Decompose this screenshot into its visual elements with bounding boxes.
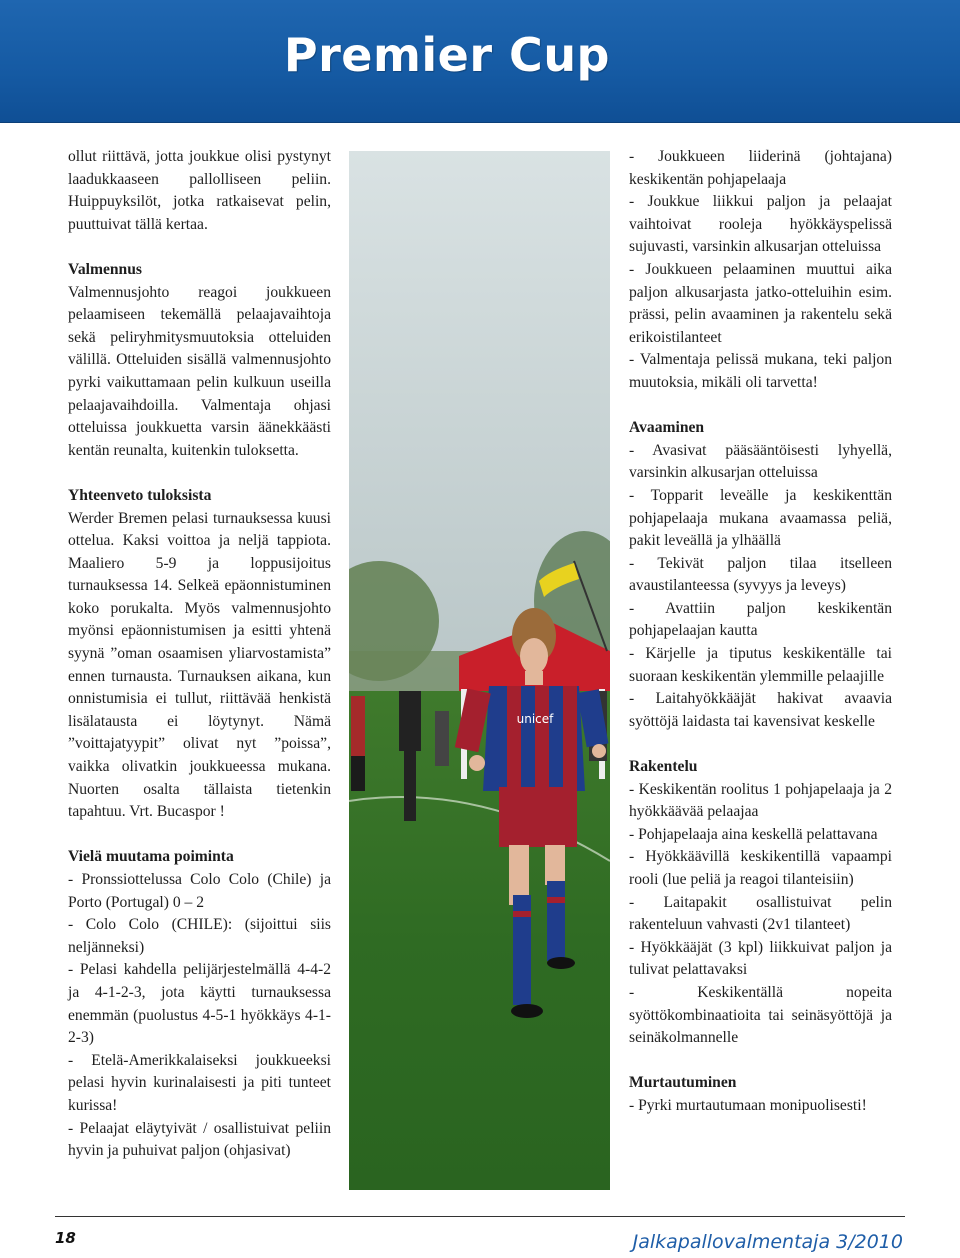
- list-item: - Colo Colo (CHILE): (sijoittui siis neljänneksi): [68, 916, 331, 956]
- heading-poiminta: Vielä muutama poiminta: [68, 848, 234, 866]
- list-item: - Pohjapelaaja aina keskellä pelattavana: [629, 825, 878, 843]
- list-item: - Joukkueen pelaaminen muuttui aika paljon alkusarjasta jatko-otteluihin esim. prässi, pelin avaaminen ja rakentelu sekä erikoistilanteet: [629, 260, 892, 346]
- heading-murtautuminen: Murtautuminen: [629, 1074, 737, 1092]
- spacer: [629, 1050, 892, 1073]
- list-item: - Etelä-Amerikkalaiseksi joukkueeksi pelasi hyvin kurinalaisesti ja piti tunteet kurissa!: [68, 1051, 331, 1114]
- paragraph-yhteenveto: Werder Bremen pelasi turnauksessa kuusi ottelua. Kaksi voittoa ja neljä tappiota. Maaliero 5-9 ja loppusijoitus turnauksessa 14. Selkeä epäonnistuminen koko porukalta. Myös valmennusjohto myönsi epäonnistumisen ja esitti yhtenä syynä ”oman osaamisen yliarvostamista” ennen turnausta. Turnauksen aikana, kun onnistumisia ei tullut, riittävää henkistä lisälatausta ei löytynyt. Nämä ”voittajatyypit” olivat nyt ”poissa”, vaikka olivatkin joukkueessa mukana. Nuorten osalta tällaista tietenkin tapahtuu. Vrt. Bucaspor !: [68, 509, 331, 821]
- list-item: - Keskikentällä nopeita syöttökombinaatioita tai seinäsyöttöjä ja seinäkolmannelle: [629, 983, 892, 1047]
- list-item: - Keskikentän roolitus 1 pohjapelaaja ja 2 hyökkäävää pelaajaa: [629, 780, 892, 821]
- spacer: [68, 824, 331, 847]
- list-item: - Laitahyökkääjät hakivat avaavia syöttöjä laidasta tai kavensivat keskelle: [629, 690, 892, 730]
- list-item: - Hyökkäävillä keskikentillä vapaampi rooli (lue peliä ja reagoi tilanteisiin): [629, 848, 892, 888]
- spacer: [629, 733, 892, 756]
- paragraph-intro: ollut riittävä, jotta joukkue olisi pystynyt laadukkaaseen pallolliseen peliin. Huippuyksilöt, jotka ratkaisevat pelin, puuttuivat tällä kertaa.: [68, 148, 331, 233]
- heading-yhteenveto: Yhteenveto tuloksista: [68, 486, 212, 504]
- heading-avaaminen: Avaaminen: [629, 419, 705, 437]
- list-item: - Pronssiottelussa Colo Colo (Chile) ja Porto (Portugal) 0 – 2: [68, 871, 331, 911]
- list-item: - Valmentaja pelissä mukana, teki paljon muutoksia, mikäli oli tarvetta!: [629, 351, 892, 391]
- heading-valmennus: Valmennus: [68, 260, 142, 278]
- magazine-name: Jalkapallovalmentaja 3/2010: [632, 1231, 903, 1253]
- footer-divider: [55, 1216, 905, 1217]
- list-item: - Avasivat pääsääntöisesti lyhyellä, varsinkin alkusarjan otteluissa: [629, 441, 892, 482]
- spacer: [68, 236, 331, 259]
- list-item: - Joukkueen liiderinä (johtajana) keskikentän pohjapelaaja: [629, 148, 892, 188]
- right-text-column: [629, 146, 892, 1118]
- list-item: - Joukkue liikkui paljon ja pelaajat vaihtoivat rooleja hyökkäyspelissä sujuvasti, varsinkin alkusarjan otteluissa: [629, 193, 892, 256]
- paragraph-valmennus: Valmennusjohto reagoi joukkueen pelaamiseen tekemällä pelaajavaihtoja sekä peliryhmitysmuutoksia otteluiden välillä. Otteluiden sisällä valmennusjohto pyrki vaikuttamaan pelin kulkuun useilla pelaajavaihdoilla. Valmentaja ohjasi otteluissa joukkuetta varsin äänekkäästi kentän reunalta, kuitenkin tuloksetta.: [68, 283, 331, 459]
- spacer: [68, 462, 331, 485]
- list-item: - Pelasi kahdella pelijärjestelmällä 4-4-2 ja 4-1-2-3, jota käytti turnauksessa enemmän (puolustus 4-5-1 hyökkäys 4-1-2-3): [68, 961, 331, 1047]
- page-title: Premier Cup: [283, 28, 610, 82]
- list-item: - Laitapakit osallistuivat pelin rakenteluun vahvasti (2v1 tilanteet): [629, 893, 892, 934]
- match-photo: [349, 151, 610, 1190]
- list-item: - Hyökkääjät (3 kpl) liikkuivat paljon ja tulivat pelattavaksi: [629, 938, 892, 979]
- page-number: 18: [55, 1229, 76, 1247]
- list-item: - Avattiin paljon keskikentän pohjapelaajan kautta: [629, 599, 892, 640]
- heading-rakentelu: Rakentelu: [629, 758, 698, 776]
- list-item: - Pyrki murtautumaan monipuolisesti!: [629, 1096, 867, 1114]
- spacer: [629, 395, 892, 418]
- page-header: [0, 0, 960, 123]
- list-item: - Pelaajat eläytyivät / osallistuivat peliin hyvin ja puhuivat paljon (ohjasivat): [68, 1119, 331, 1160]
- list-item: - Topparit leveälle ja keskikenttän pohjapelaaja mukana avaamassa peliä, pakit leveällä ja ylhäällä: [629, 486, 892, 550]
- list-item: - Tekivät paljon tilaa itselleen avaustilanteessa (syvyys ja leveys): [629, 554, 892, 595]
- list-item: - Kärjelle ja tiputus keskikentälle tai suoraan keskikentän ylemmille pelaajille: [629, 645, 892, 685]
- shirt-text: unicef: [516, 712, 554, 726]
- left-text-column: [68, 146, 331, 1163]
